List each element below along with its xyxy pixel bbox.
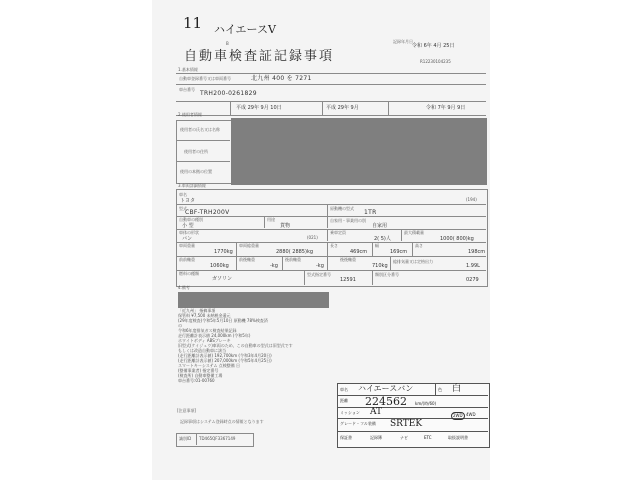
corner-mark: B (226, 41, 229, 46)
displacement-value: 1.99L (466, 263, 480, 269)
remarks-line: 「近九州」 指摘事項 (178, 308, 216, 313)
maker-label: 車名 (179, 192, 187, 197)
remarks-line: スマートキーシステム 点検整備 日 (178, 363, 240, 368)
section4-heading: 4.備考 (178, 285, 190, 290)
weight-value: 1770kg (214, 249, 233, 255)
use-label: 用途 (267, 217, 275, 222)
remarks-line: 旧型式(ケイジュウ)車両のため、この自動車の型式は旧型式です (178, 343, 293, 348)
identifier-label: 識別ID (179, 436, 192, 441)
fuel-label: 燃料の種類 (179, 271, 199, 276)
capacity-label: 乗車定員 (330, 230, 346, 235)
sticky-trans-value: AT (370, 407, 383, 417)
engine-value: 1TR (364, 209, 377, 216)
height-label: 高さ (415, 243, 423, 248)
sticky-grade-label: グレード・フル装備 (340, 421, 376, 426)
caution-text: 記録事項はシステム登録時点の情報となります (180, 419, 264, 424)
max-load-value: 1000( 800)kg (440, 236, 474, 242)
document-title: 自動車検査証記録事項 (184, 49, 335, 64)
remarks-line: 保管料 ¥7,500 未納税金還元 (178, 313, 231, 318)
fr-axle-value: -kg (270, 263, 278, 269)
remarks-line: の (178, 323, 182, 328)
remarks-line: (走行距離計表示値) 192,700km (令和3年4月20日) (178, 353, 272, 358)
remarks-line: ホワイトボディ ABSブレーキ (178, 338, 231, 343)
type-value: CBF-TRH200V (185, 209, 230, 216)
class-value: 0279 (466, 277, 479, 283)
maker-value: トヨタ (180, 198, 196, 204)
type-label: 型式 (179, 206, 187, 211)
length-value: 469cm (350, 249, 368, 255)
remarks-line: (29年度検査)令和5年5月10日 原動機 78%検査済 (178, 318, 268, 323)
expiry-date: 令和 7年 9月 9日 (426, 105, 466, 111)
section1-heading: 1.基本情報 (178, 67, 198, 72)
length-label: 長さ (330, 243, 338, 248)
first-reg-date: 平成 29年 9月 10日 (236, 105, 282, 111)
ff-axle-value: 1060kg (210, 263, 229, 269)
remarks-line: 車台番号:01-00760 (178, 378, 215, 383)
gross-label: 車両総重量 (239, 243, 259, 248)
drive-4wd: 4WD (466, 412, 476, 417)
base-location-label: 使用の本拠の位置 (180, 169, 212, 174)
rr-axle-label: 後後軸重 (340, 257, 356, 262)
width-label: 幅 (375, 243, 379, 248)
kind-label: 自動車の種別 (179, 217, 203, 222)
private-value: 自家用 (372, 223, 388, 229)
remarks-line: 走行距離計表示値 24,000km (令和5年) (178, 333, 251, 338)
gross-value: 2880( 2885)kg (276, 249, 314, 255)
displacement-label: 総排気量又は定格出力 (393, 259, 433, 264)
manufacture-date: 平成 29年 9月 (326, 105, 359, 111)
private-label: 自家用・事業用の別 (330, 218, 366, 223)
handwritten-model: ハイエースV (214, 23, 276, 36)
redacted-remarks (178, 292, 329, 308)
rf-axle-label: 後前軸重 (285, 257, 301, 262)
cert-label: 型式指定番号 (307, 272, 331, 277)
sticky-mileage-value: 224562 (365, 395, 407, 408)
sticky-option: 記録簿 (370, 435, 382, 440)
remarks-line: (検査所) 自動車整備工場 (178, 373, 223, 378)
document-code: R12230104235 (420, 59, 451, 64)
section2-heading: 2.使用者情報 (178, 112, 202, 117)
height-value: 198cm (468, 249, 486, 255)
sticky-name-label: 車名 (340, 387, 348, 392)
sticky-option: ナビ (400, 435, 408, 440)
rf-axle-value: -kg (316, 263, 324, 269)
sticky-option: 保証書 (340, 435, 352, 440)
engine-label: 原動機の型式 (330, 206, 354, 211)
sticky-color-value: 白 (452, 384, 462, 394)
fr-axle-label: 前後軸重 (239, 257, 255, 262)
cert-value: 12591 (340, 277, 356, 283)
identifier-value: TD465QF3367149 (199, 436, 236, 441)
sticky-grade-value: SRTEK (390, 419, 423, 429)
vin-value: TRH200-0261829 (200, 90, 257, 97)
user-name-label: 使用者の氏名又は名称 (180, 127, 220, 132)
sticky-color-label: 色 (438, 387, 442, 392)
issue-date: 令和 6年 4月 25日 (412, 43, 455, 49)
rr-axle-value: 710kg (372, 263, 388, 269)
reg-label: 自動車登録番号又は車両番号 (179, 76, 231, 81)
sticky-option: ETC (424, 435, 432, 440)
body-label: 車体の形状 (179, 230, 199, 235)
vin-label: 車台番号 (179, 87, 195, 92)
kind-value: 小 型 (182, 223, 194, 229)
class-label: 類別区分番号 (375, 272, 399, 277)
ff-axle-label: 前前軸重 (179, 257, 195, 262)
section3-heading: 3.車両詳細情報 (178, 183, 206, 188)
sticky-mileage-label: 距離 (340, 398, 348, 403)
weight-label: 車両重量 (179, 243, 195, 248)
fuel-value: ガソリン (212, 276, 233, 282)
caution-heading: [注意事項] (177, 408, 197, 413)
handwritten-number: 11 (183, 14, 203, 32)
body-value: バン (182, 236, 193, 242)
remarks-line: 令和6年度排気ガス検査結果記録 (178, 328, 237, 333)
sticky-mileage-unit: km/(時/60) (415, 401, 437, 406)
drive-2wd: 2WD (453, 413, 463, 418)
remarks-line: (走行距離計表示値) 207,000km (令和5年4月25日) (178, 358, 272, 363)
maker-code: (194) (466, 197, 477, 202)
capacity-value: 2( 5)人 (374, 236, 391, 242)
sticky-trans-label: ミッション (340, 410, 360, 415)
sticky-name-value: ハイエースバン (358, 384, 414, 393)
width-value: 169cm (390, 249, 408, 255)
body-code: (021) (307, 235, 318, 240)
user-address-label: 使用者の住所 (184, 149, 208, 154)
sticky-option: 取扱説明書 (448, 435, 468, 440)
reg-value: 北九州 400 を 7271 (251, 75, 312, 82)
redacted-user-info (231, 118, 487, 185)
remarks-line: もしくは改造自動車に該当 (178, 348, 226, 353)
max-load-label: 最大積載量 (404, 230, 424, 235)
use-value: 貨物 (280, 223, 291, 229)
issue-date-label: 記録年月日 (393, 39, 413, 44)
remarks-line: (整備事業者) 指定番号 (178, 368, 219, 373)
